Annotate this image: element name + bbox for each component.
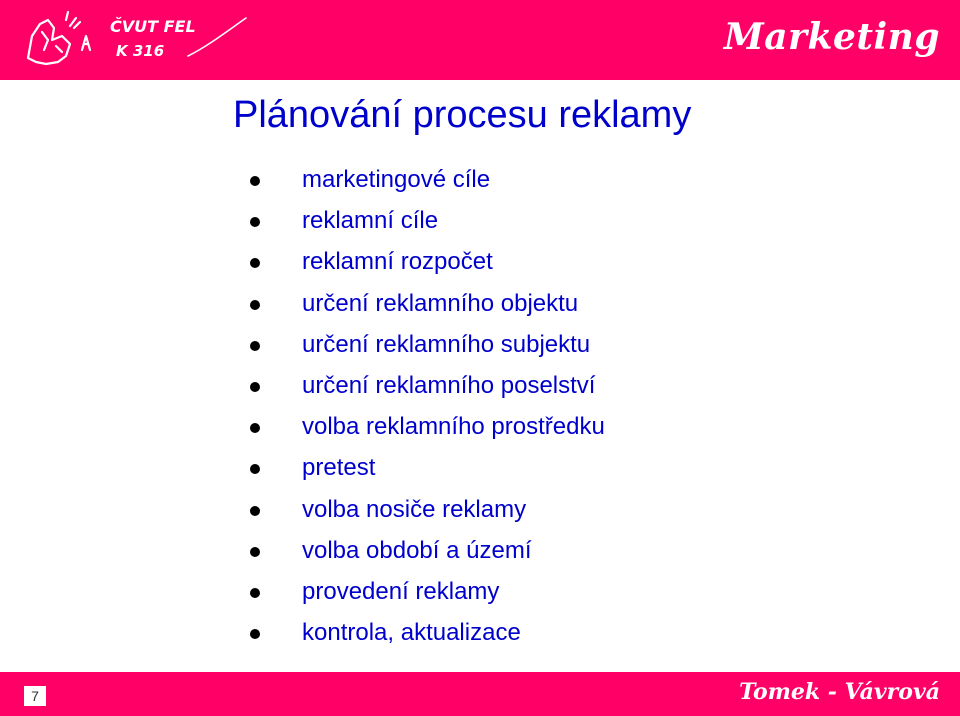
bullet-dot-icon (250, 217, 260, 227)
bullet-dot-icon (250, 423, 260, 433)
logo-text-line2: K 316 (116, 42, 165, 60)
bullet-text: reklamní cíle (302, 207, 439, 235)
brand-title: Marketing (723, 16, 940, 58)
page-number: 7 (24, 686, 46, 706)
slide-title: Plánování procesu reklamy (233, 94, 692, 136)
bullet-text: volba období a území (302, 536, 532, 564)
bullet-text: pretest (302, 454, 376, 482)
header-band (0, 0, 960, 80)
bullet-text: provedení reklamy (302, 577, 500, 605)
bullet-dot-icon (250, 547, 260, 557)
bullet-text: reklamní rozpočet (302, 248, 493, 276)
cvut-fel-logo (18, 6, 258, 72)
bullet-dot-icon (250, 300, 260, 310)
bullet-text: volba nosiče reklamy (302, 495, 527, 523)
bullet-dot-icon (250, 588, 260, 598)
bullet-text: marketingové cíle (302, 166, 491, 193)
bullet-text: určení reklamního objektu (302, 289, 579, 317)
logo-text-line1: ČVUT FEL (110, 17, 196, 36)
bullet-text: kontrola, aktualizace (302, 619, 521, 647)
bullet-dot-icon (250, 629, 260, 639)
bullet-dot-icon (250, 382, 260, 392)
bullet-text: určení reklamního poselství (302, 371, 596, 399)
bullet-dot-icon (250, 258, 260, 268)
bullet-dot-icon (250, 464, 260, 474)
bullet-dot-icon (250, 341, 260, 351)
bullet-text: určení reklamního subjektu (302, 330, 591, 358)
bullet-dot-icon (250, 506, 260, 516)
bullet-text: volba reklamního prostředku (302, 413, 605, 441)
footer-authors: Tomek - Vávrová (739, 679, 940, 705)
bullet-dot-icon (250, 176, 260, 186)
